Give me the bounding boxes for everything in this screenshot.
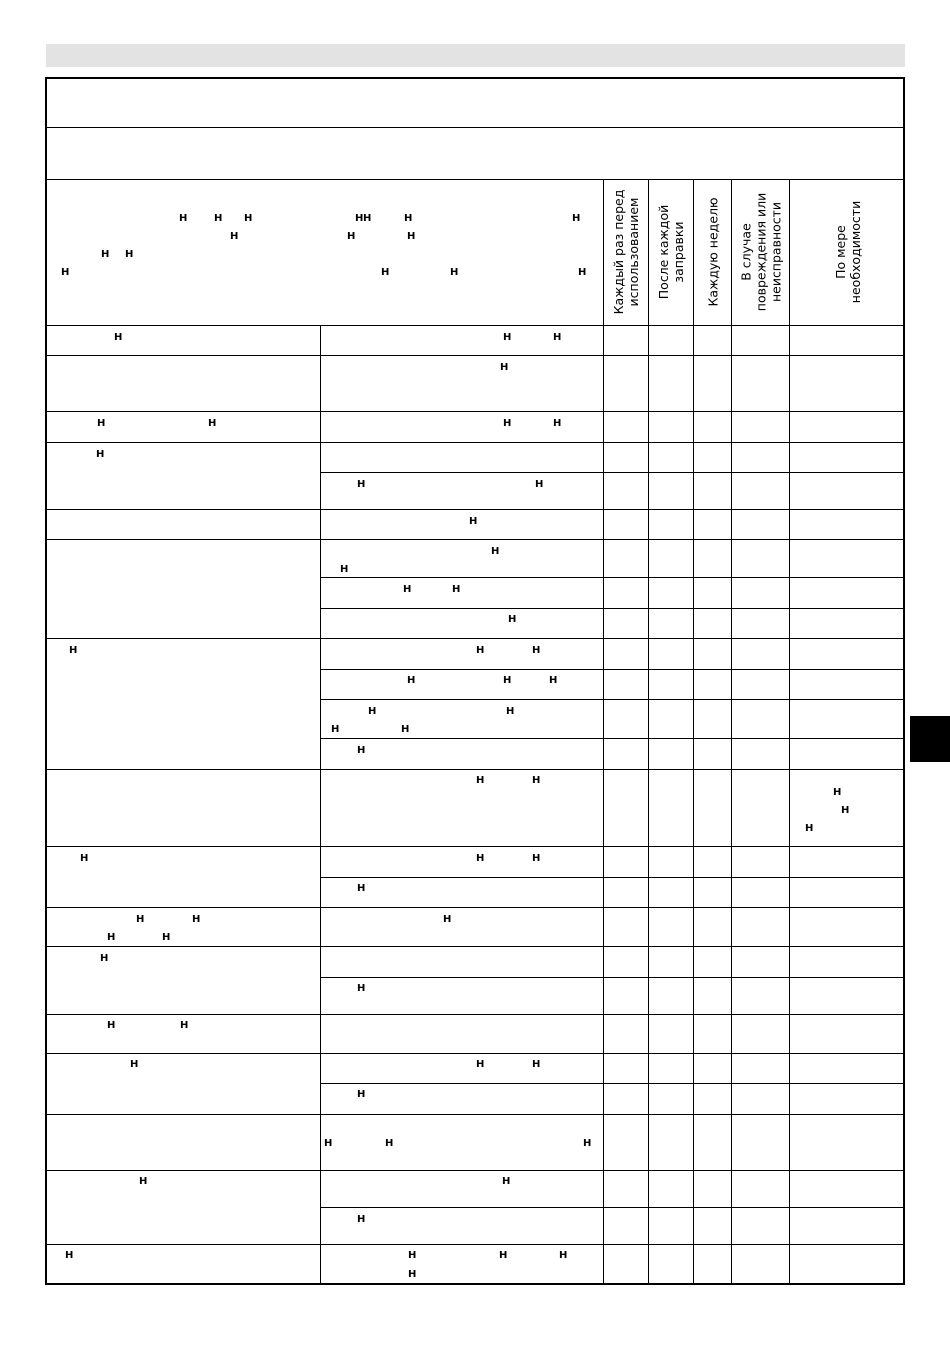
glyph: H [139,1176,148,1187]
rule [46,1170,904,1171]
rule [603,179,604,1284]
glyph: H [357,1089,366,1100]
glyph: H [499,1250,508,1261]
glyph: H [381,267,390,278]
rule [46,442,904,443]
rule [320,877,904,878]
glyph: H [401,724,410,735]
glyph: H [443,914,452,925]
glyph: H [404,213,413,224]
glyph: H [559,1250,568,1261]
glyph: H [532,1059,541,1070]
glyph: H [125,249,134,260]
glyph: H [230,231,239,242]
glyph: H [503,418,512,429]
glyph: H [450,267,459,278]
glyph: H [476,775,485,786]
glyph: H [549,675,558,686]
glyph: H [101,249,110,260]
glyph: H [403,584,412,595]
glyph: H [583,1138,592,1149]
glyph: H [469,516,478,527]
glyph: H [357,745,366,756]
glyph: H [357,883,366,894]
rule [320,669,904,670]
glyph: H [97,418,106,429]
column-header-before-each-use: Каждый раз перед использованием [611,189,641,315]
glyph: H [506,706,515,717]
glyph: H [130,1059,139,1070]
glyph: H [208,418,217,429]
rule [46,846,904,847]
glyph: H [347,231,356,242]
glyph: H [476,1059,485,1070]
rule [46,355,904,356]
column-header-on-damage: В случае повреждения или неисправности [738,192,784,312]
rule [320,472,904,473]
glyph: H [535,479,544,490]
rule [320,977,904,978]
glyph: H [192,914,201,925]
glyph: H [502,1176,511,1187]
section-thumb-tab [910,716,950,762]
rule [46,179,904,180]
glyph: H [833,787,842,798]
glyph: H [532,775,541,786]
glyph: H [100,953,109,964]
glyph: H [162,932,171,943]
glyph: H [355,213,364,224]
rule [320,1083,904,1084]
glyph: H [503,332,512,343]
rule [46,539,904,540]
rule [693,179,694,1284]
rule [731,179,732,1284]
glyph: H [331,724,340,735]
glyph: H [503,675,512,686]
glyph: H [80,853,89,864]
header-bar [46,44,905,67]
rule [320,699,904,700]
glyph: H [136,914,145,925]
glyph: H [180,1020,189,1031]
glyph: H [805,823,814,834]
rule [46,946,904,947]
glyph: H [324,1138,333,1149]
glyph: H [368,706,377,717]
rule [320,1207,904,1208]
rule [46,325,904,326]
glyph: H [491,546,500,557]
rule [46,127,904,128]
glyph: H [107,932,116,943]
glyph: H [69,645,78,656]
glyph: H [65,1250,74,1261]
rule [648,179,649,1284]
column-header-after-each-refuel: После каждой заправки [656,204,686,300]
rule [320,577,904,578]
glyph: H [340,564,349,575]
glyph: H [553,332,562,343]
rule [320,738,904,739]
glyph: H [500,362,509,373]
column-header-as-needed: По мере необходимости [833,200,863,304]
glyph: H [214,213,223,224]
glyph: H [385,1138,394,1149]
glyph: H [407,231,416,242]
rule [46,907,904,908]
rule [46,411,904,412]
rule [46,1114,904,1115]
rule [789,179,790,1284]
glyph: H [114,332,123,343]
glyph: H [476,645,485,656]
rule [46,769,904,770]
glyph: H [407,675,416,686]
rule [46,1014,904,1015]
glyph: H [841,805,850,816]
rule [320,608,904,609]
glyph: H [476,853,485,864]
glyph: H [452,584,461,595]
glyph: H [244,213,253,224]
glyph: H [572,213,581,224]
rule [46,1244,904,1245]
glyph: H [107,1020,116,1031]
column-header-weekly: Каждую неделю [705,197,721,307]
rule [46,1053,904,1054]
rule [46,638,904,639]
glyph: H [553,418,562,429]
glyph: H [532,853,541,864]
rule [320,325,321,1284]
glyph: H [508,614,517,625]
glyph: H [532,645,541,656]
glyph: H [408,1269,417,1280]
glyph: H [61,267,70,278]
rule [46,509,904,510]
glyph: H [408,1250,417,1261]
glyph: H [578,267,587,278]
glyph: H [96,449,105,460]
glyph: H [357,1214,366,1225]
glyph: H [179,213,188,224]
glyph: H [357,479,366,490]
glyph: H [357,983,366,994]
glyph: H [363,213,372,224]
